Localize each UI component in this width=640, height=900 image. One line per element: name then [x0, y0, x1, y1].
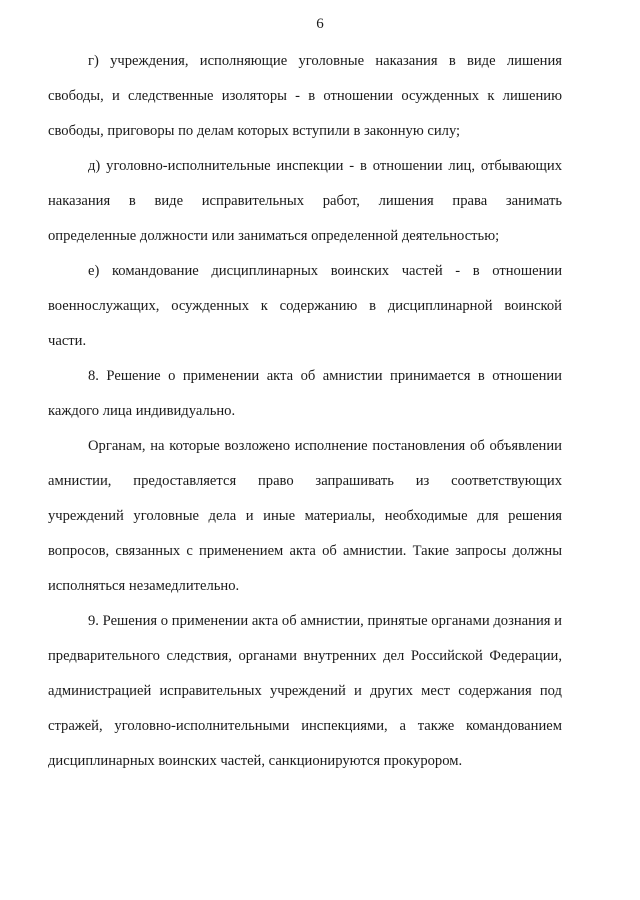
paragraph-8: [48, 359, 562, 429]
text-line: исполняться незамедлительно.: [48, 578, 240, 594]
text-line: части.: [48, 333, 87, 349]
text-line: свободы, и следственные изоляторы - в отношении осужденных к лишению: [48, 88, 562, 104]
text-line: свободы, приговоры по делам которых вступили в законную силу;: [48, 123, 461, 139]
text-line: наказания в виде исправительных работ, лишения права занимать: [48, 193, 562, 209]
paragraph-g: [48, 44, 562, 149]
text-line: г) учреждения, исполняющие уголовные наказания в виде лишения: [88, 53, 562, 69]
text-line: военнослужащих, осужденных к содержанию в дисциплинарной воинской: [48, 298, 562, 314]
text-line: д) уголовно-исполнительные инспекции - в отношении лиц, отбывающих: [88, 158, 562, 174]
text-line: Органам, на которые возложено исполнение постановления об объявлении: [88, 438, 562, 454]
paragraph-organam: [48, 429, 562, 604]
text-line: определенные должности или заниматься определенной деятельностью;: [48, 228, 500, 244]
text-line: вопросов, связанных с применением акта об амнистии. Такие запросы должны: [48, 543, 562, 559]
text-line: дисциплинарных воинских частей, санкционируются прокурором.: [48, 753, 463, 769]
text-line: амнистии, предоставляется право запрашивать из соответствующих: [48, 473, 562, 489]
paragraph-e: [48, 254, 562, 359]
text-line: каждого лица индивидуально.: [48, 403, 236, 419]
text-line: предварительного следствия, органами внутренних дел Российской Федерации,: [48, 648, 562, 664]
text-line: учреждений уголовные дела и иные материалы, необходимые для решения: [48, 508, 562, 524]
text-line: администрацией исправительных учреждений и других мест содержания под: [48, 683, 562, 699]
paragraph-d: [48, 149, 562, 254]
text-line: стражей, уголовно-исполнительными инспекциями, а также командованием: [48, 718, 562, 734]
document-body: [48, 44, 562, 779]
page-number: 6: [316, 16, 324, 32]
text-line: е) командование дисциплинарных воинских частей - в отношении: [88, 263, 562, 279]
text-line: 9. Решения о применении акта об амнистии, принятые органами дознания и: [88, 613, 562, 629]
text-line: 8. Решение о применении акта об амнистии принимается в отношении: [88, 368, 562, 384]
paragraph-9: [48, 604, 562, 779]
